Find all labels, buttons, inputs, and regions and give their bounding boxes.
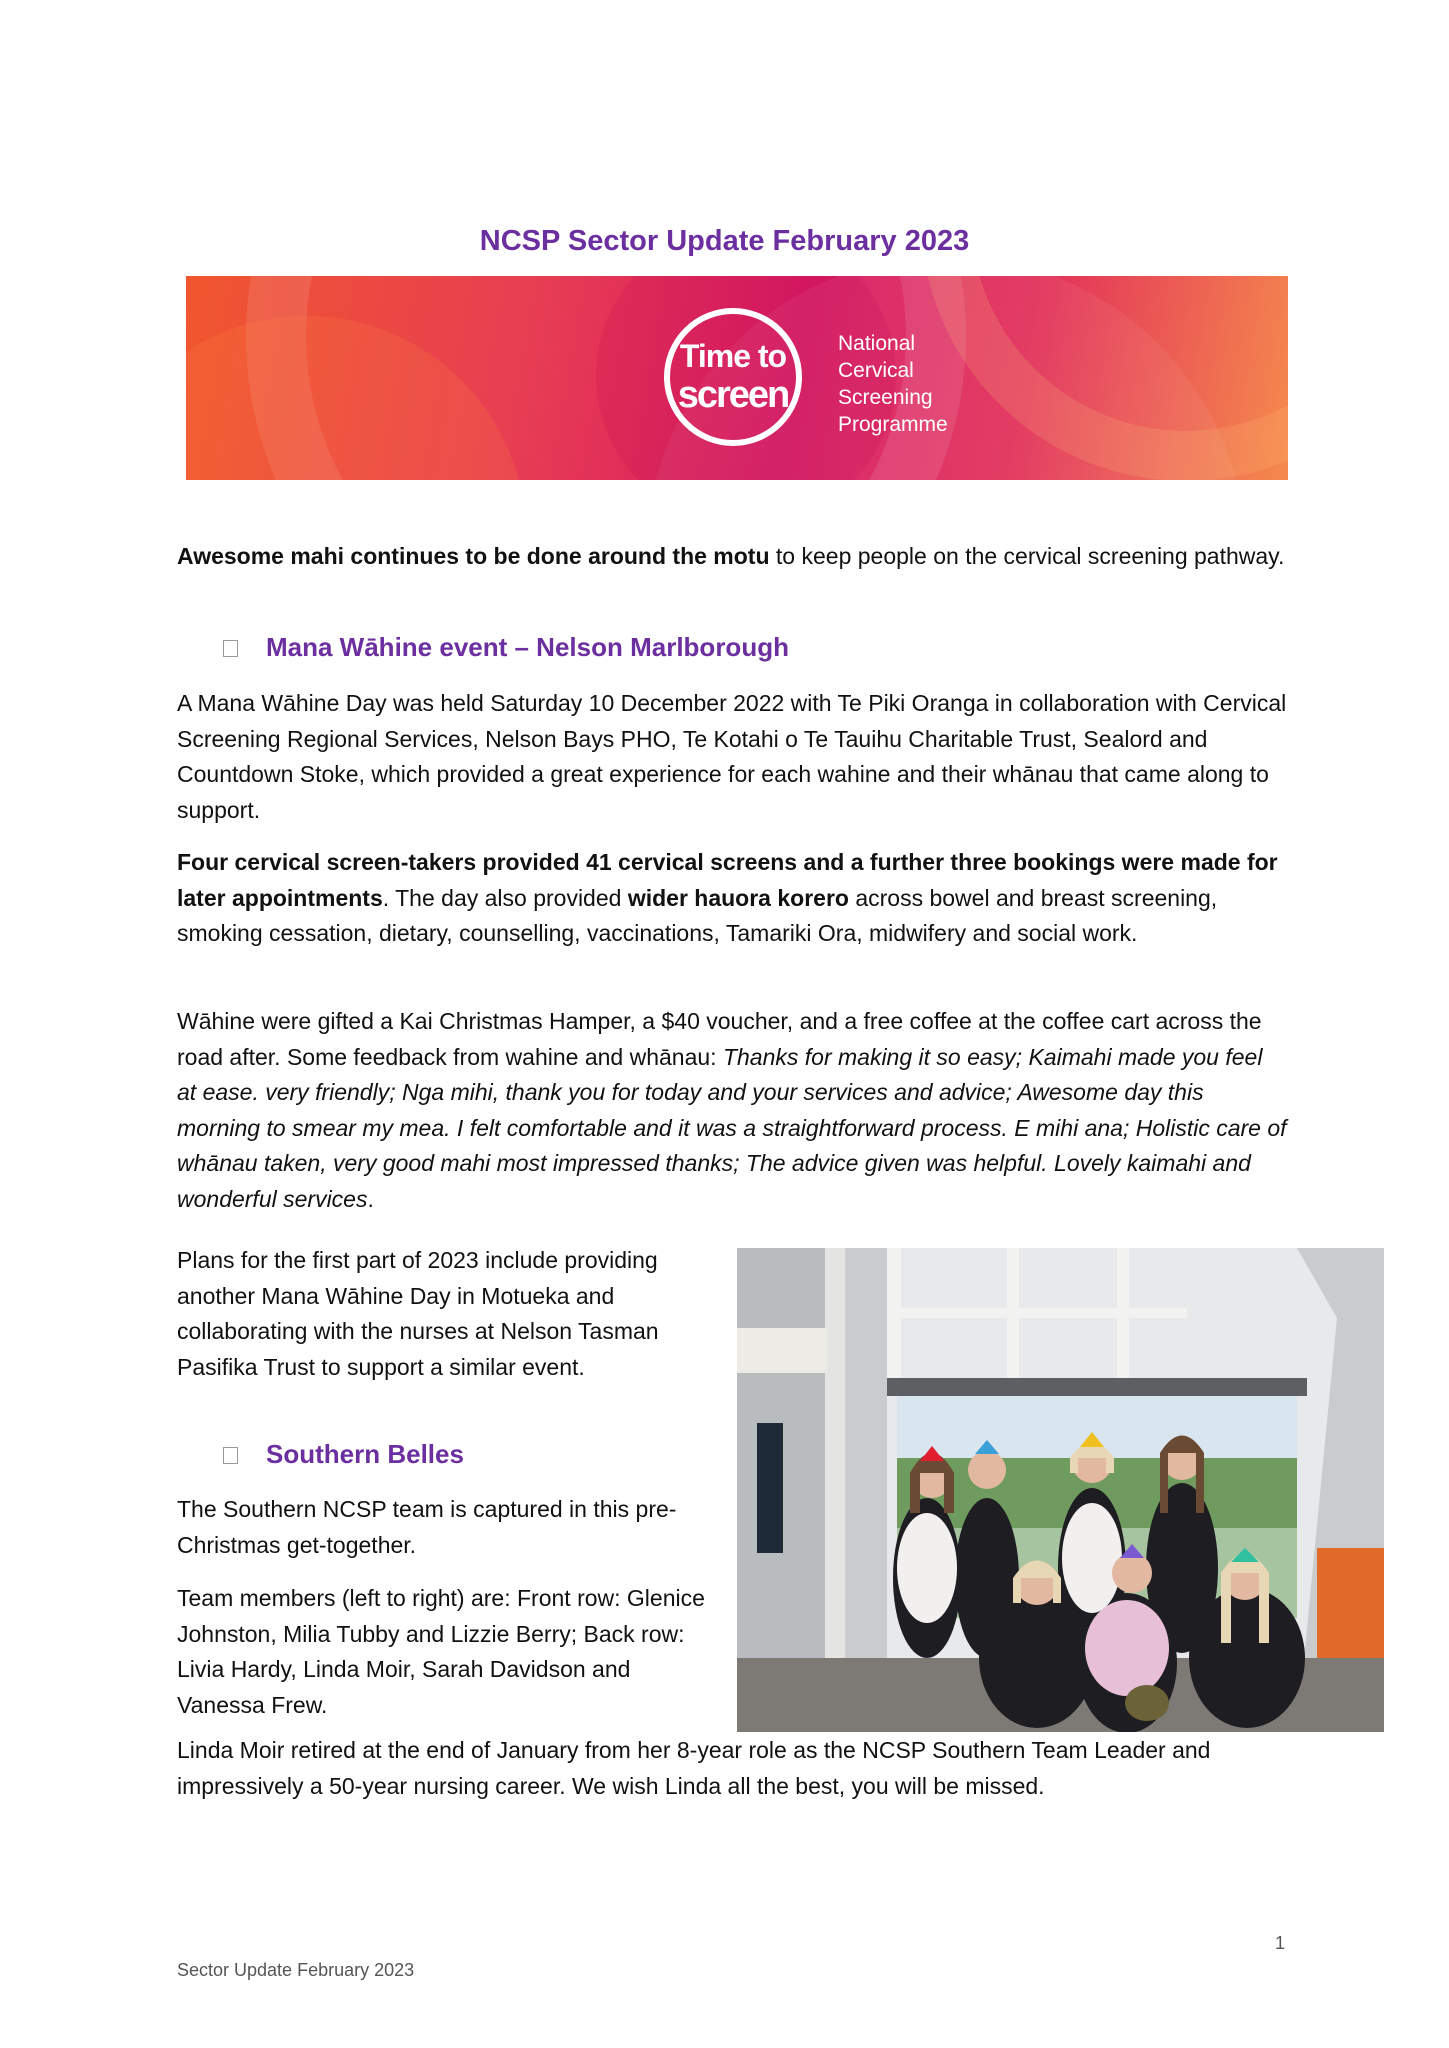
programme-banner — [186, 276, 1288, 480]
footer-title: Sector Update February 2023 — [177, 1960, 415, 1980]
programme-line: National — [838, 332, 916, 355]
team-photo-illustration — [737, 1248, 1384, 1732]
team-photo — [737, 1248, 1384, 1732]
retirement-paragraph: Linda Moir retired at the end of January from her 8-year role as the NCSP Southern Team Leader and impressively a 50-year nursing career. We wish Linda all the best, you will be missed. — [177, 1737, 1211, 1799]
mana-wahine-paragraph: A Mana Wāhine Day was held Saturday 10 December 2022 with Te Piki Oranga in collaboration with Cervical Screening Regional Services, Nelson Bays PHO, Te Kotahi o Te Tauihu Charitable Trust, Sealord and Countdown Stoke, which provided a great experience for each wahine and their whānau that came along to support. — [177, 690, 1287, 823]
feedback-end: . — [367, 1185, 374, 1212]
page-number: 1 — [1275, 1933, 1286, 1953]
services-text: across bowel and breast screening, smoking cessation, dietary, counselling, vaccinations, Tamariki Ora, midwifery and social work. — [177, 884, 1218, 946]
hauora-bold: wider hauora korero — [627, 884, 849, 911]
intro-paragraph — [177, 539, 1287, 575]
section-heading-text: Mana Wāhine event – Nelson Marlborough — [266, 632, 789, 662]
results-text: . The day also provided — [382, 884, 628, 911]
screening-results-paragraph — [177, 845, 1287, 952]
page-title: NCSP Sector Update February 2023 — [479, 225, 970, 257]
bullet-icon — [223, 1447, 238, 1464]
team-intro-paragraph: The Southern NCSP team is captured in this pre-Christmas get-together. — [177, 1496, 677, 1558]
bullet-icon — [223, 640, 238, 657]
plans-paragraph: Plans for the first part of 2023 include providing another Mana Wāhine Day in Motueka and collaborating with the nurses at Nelson Tasman Pasifika Trust to support a similar event. — [177, 1247, 659, 1380]
programme-name — [838, 330, 948, 438]
feedback-paragraph — [177, 1004, 1287, 1217]
gifts-text: Wāhine were gifted a Kai Christmas Hamper, a $40 voucher, and a free coffee at the coffee cart across the road after. Some feedback from wahine and whānau: — [177, 1008, 1262, 1070]
programme-line: Cervical — [838, 359, 914, 382]
logo-line-1: Time to — [679, 338, 787, 374]
section-heading-text: Southern Belles — [266, 1439, 464, 1469]
intro-rest: to keep people on the cervical screening pathway. — [769, 543, 1285, 569]
team-members-paragraph: Team members (left to right) are: Front row: Glenice Johnston, Milia Tubby and Lizzie Berry; Back row: Livia Hardy, Linda Moir, Sarah Davidson and Vanessa Frew. — [177, 1585, 705, 1718]
programme-line: Programme — [838, 413, 948, 436]
intro-bold: Awesome mahi continues to be done around the motu — [177, 543, 770, 569]
feedback-quotes: Thanks for making it so easy; Kaimahi made you feel at ease. very friendly; Nga mihi, thank you for today and your services and advice; Awesome day this morning to smear my mea. I felt comfortable and it was a straightforward process. E mihi ana; Holistic care of whānau taken, very good mahi most impressed thanks; The advice given was helpful. Lovely kaimahi and wonderful services — [177, 1043, 1287, 1212]
results-bold: Four cervical screen-takers provided 41 cervical screens and a further three bookings were made for later appointments — [177, 849, 1278, 911]
time-to-screen-logo — [664, 308, 802, 446]
programme-line: Screening — [838, 386, 933, 409]
logo-line-2: screen — [677, 374, 789, 416]
